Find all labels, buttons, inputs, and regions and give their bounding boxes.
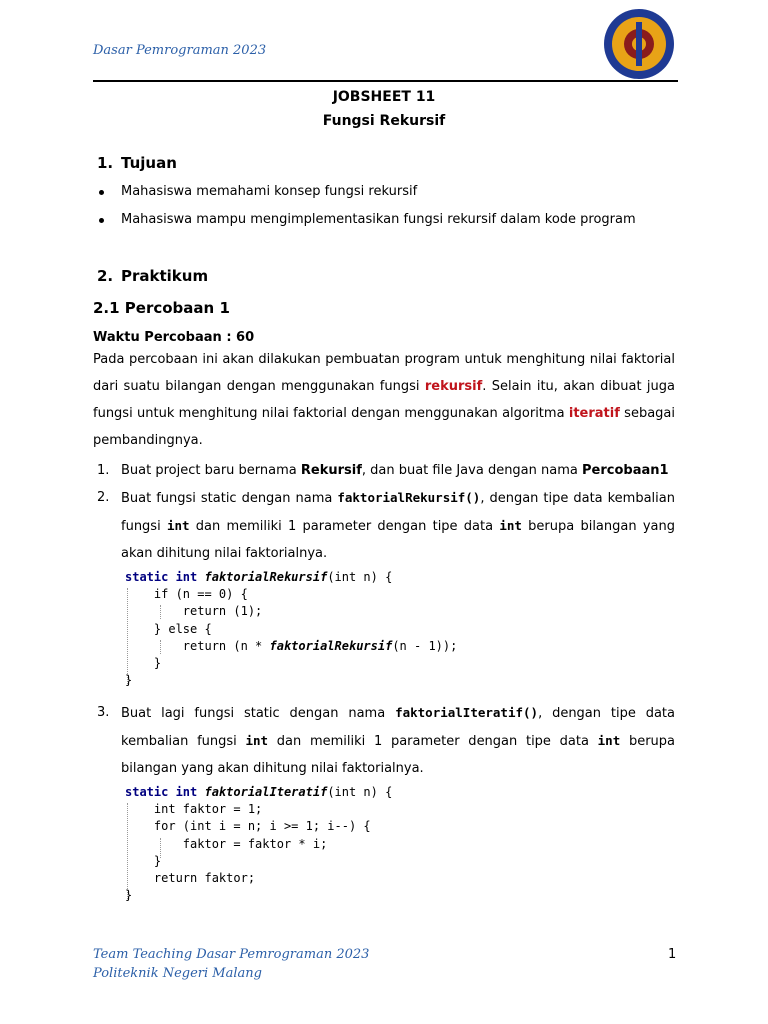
- section2-number: 2.: [97, 267, 114, 285]
- file-name: Percobaan1: [582, 463, 669, 478]
- code-line: return (1);: [182, 604, 263, 619]
- polinema-logo: [603, 8, 675, 80]
- step-number: 2.: [97, 490, 110, 505]
- keyword-iteratif: iteratif: [568, 406, 620, 421]
- intro-text: . Selain itu, akan dibuat juga fungsi untuk menghitung nilai faktorial dengan menggunakan algoritma: [93, 379, 675, 421]
- code-line: }: [125, 888, 133, 903]
- code-block-rekursif: [125, 569, 457, 689]
- step-number: 1.: [97, 463, 110, 478]
- bullet-icon: [99, 218, 104, 223]
- step-text: berupa bilangan yang akan dihitung nilai faktorialnya.: [121, 519, 675, 561]
- code-token: static int: [125, 570, 205, 584]
- function-name: faktorialIteratif(): [395, 705, 539, 720]
- section1-heading: Tujuan: [121, 154, 177, 172]
- footer-team: Team Teaching Dasar Pemrograman 2023: [93, 947, 370, 962]
- doc-subtitle: Fungsi Rekursif: [322, 113, 446, 129]
- step-text: Buat fungsi static dengan nama: [121, 491, 338, 506]
- code-line: for (int i = n; i >= 1; i--) {: [153, 819, 371, 834]
- header-course-title: Dasar Pemrograman 2023: [93, 43, 267, 58]
- section2-heading: Praktikum: [121, 267, 209, 285]
- type-name: int: [597, 733, 621, 748]
- doc-title: JOBSHEET 11: [332, 89, 436, 105]
- time-label: Waktu Percobaan : 60: [93, 330, 255, 345]
- code-block-iteratif: [125, 784, 392, 904]
- code-line: if (n == 0) {: [153, 587, 248, 602]
- intro-text: Pada percobaan ini akan dilakukan pembuatan program untuk menghitung nilai faktorial dari suatu bilangan dengan menggunakan fungsi: [93, 352, 675, 394]
- code-token: (n - 1));: [392, 638, 458, 653]
- code-line: return faktor;: [153, 871, 256, 886]
- keyword-rekursif: rekursif: [424, 379, 483, 394]
- step-2-text: [121, 484, 675, 567]
- intro-text: sebagai pembandingnya.: [93, 406, 675, 448]
- step-text: dan memiliki 1 parameter dengan tipe data: [189, 519, 500, 534]
- code-token: (int n) {: [327, 570, 393, 584]
- footer-institution: Politeknik Negeri Malang: [93, 966, 262, 981]
- code-line: } else {: [153, 621, 212, 636]
- step-text: dan memiliki 1 parameter dengan tipe data: [268, 734, 598, 749]
- header-rule: [93, 80, 678, 82]
- function-name: faktorialRekursif(): [337, 490, 481, 505]
- step-text: , dengan tipe data kembalian fungsi: [121, 491, 675, 534]
- step-3-text: [121, 699, 675, 782]
- step-text: , dengan tipe data kembalian fungsi: [121, 706, 675, 749]
- step-text: , dan buat file Java dengan nama: [361, 463, 582, 478]
- page-number: 1: [668, 947, 677, 962]
- code-token: faktorialRekursif: [204, 570, 328, 584]
- code-token: faktorialRekursif: [269, 638, 393, 653]
- type-name: int: [166, 518, 190, 533]
- step-text: berupa bilangan yang akan dihitung nilai faktorialnya.: [121, 734, 676, 776]
- step-1-text: [121, 457, 675, 484]
- intro-paragraph: [93, 346, 675, 454]
- type-name: int: [499, 518, 522, 533]
- section1-number: 1.: [97, 154, 114, 172]
- section1-bullet: Mahasiswa memahami konsep fungsi rekursif: [121, 184, 418, 199]
- code-token: return (n *: [182, 638, 270, 653]
- code-token: faktorialIteratif: [204, 785, 328, 799]
- code-line: }: [125, 673, 133, 688]
- code-line: }: [153, 656, 162, 671]
- subsection-heading: 2.1 Percobaan 1: [93, 299, 230, 317]
- code-token: static int: [125, 785, 205, 799]
- step-number: 3.: [97, 705, 110, 720]
- step-text: Buat lagi fungsi static dengan nama: [121, 706, 396, 721]
- step-text: Buat project baru bernama: [121, 463, 301, 478]
- code-line: int faktor = 1;: [153, 802, 263, 817]
- project-name: Rekursif: [300, 463, 362, 478]
- code-token: (int n) {: [327, 785, 393, 799]
- code-line: }: [153, 853, 162, 868]
- code-line: faktor = faktor * i;: [182, 836, 328, 851]
- bullet-icon: [99, 190, 104, 195]
- type-name: int: [245, 733, 269, 748]
- section1-bullet: Mahasiswa mampu mengimplementasikan fungsi rekursif dalam kode program: [121, 212, 636, 227]
